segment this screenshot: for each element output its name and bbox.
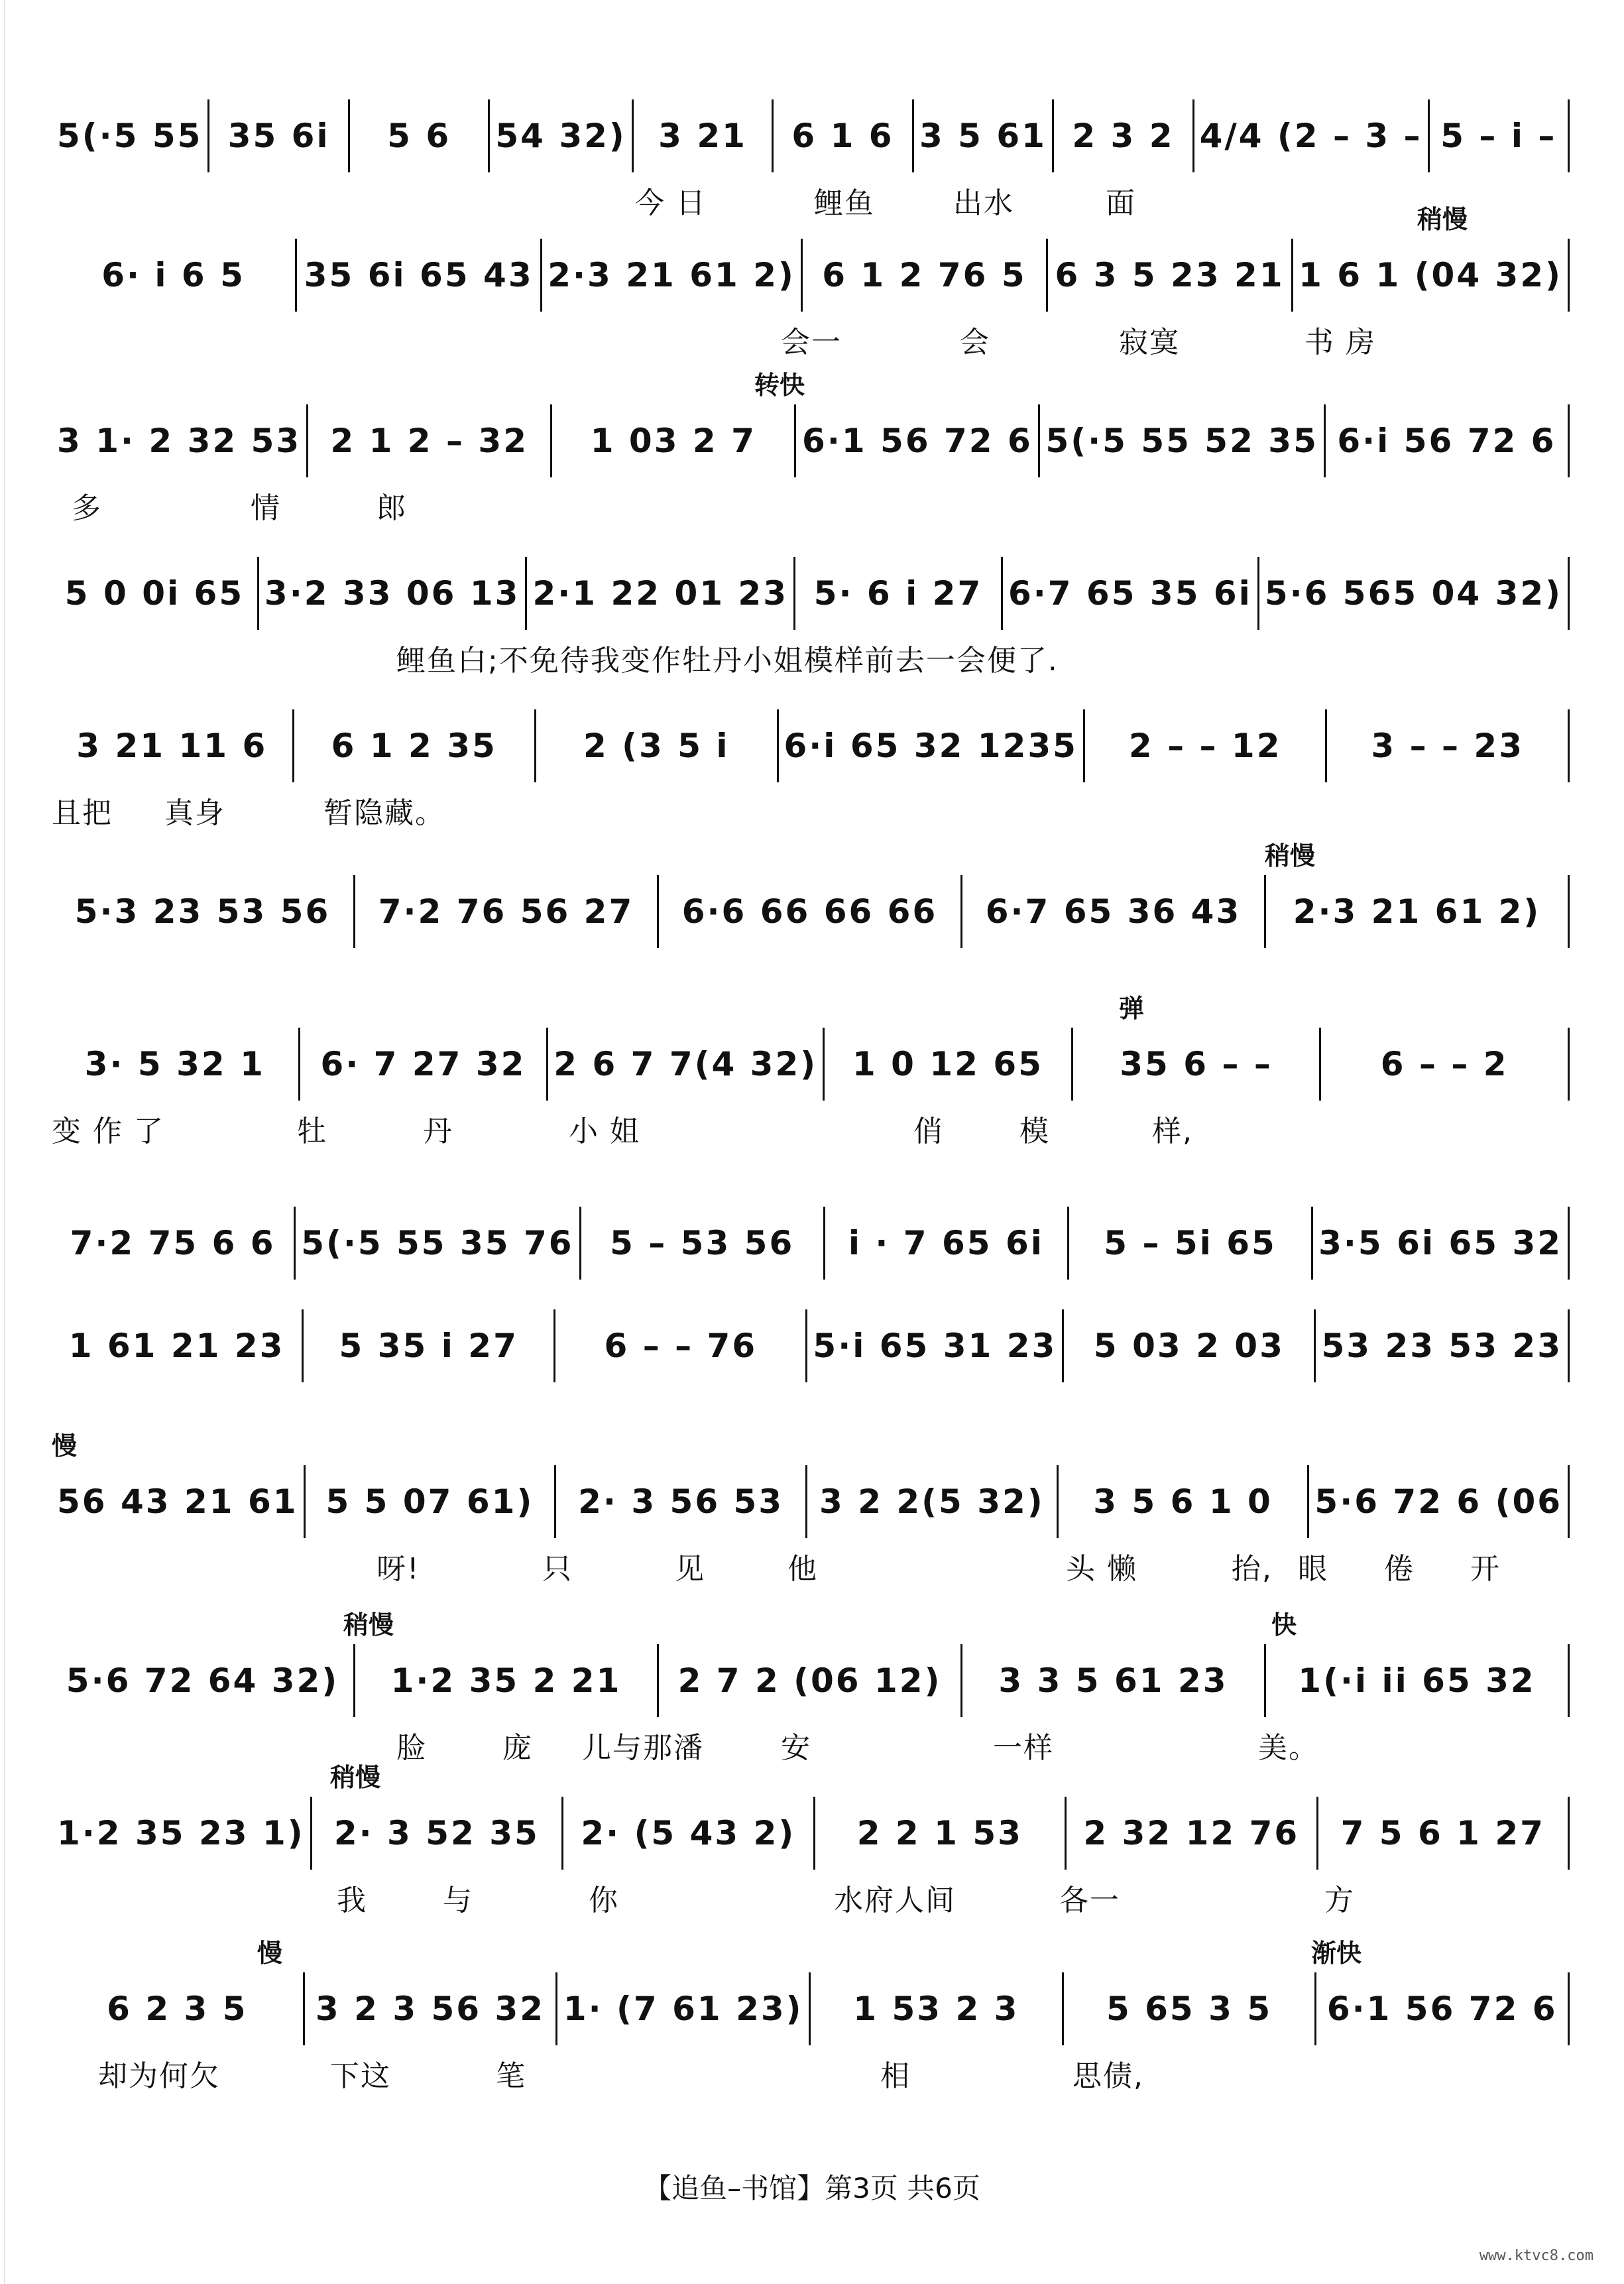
measure: 6 1 2 35 [294, 709, 537, 782]
lyric-text: 下这 [330, 2059, 391, 2093]
measure: 1(·i ii 65 32 [1266, 1644, 1570, 1717]
lyric-text: 多 [72, 491, 102, 525]
measure: 3 2 2(5 32) [807, 1465, 1059, 1538]
measure: 3 5 61 [914, 99, 1054, 172]
measure: 2·3 21 61 2) [542, 239, 803, 312]
measure: 5 – 5i 65 [1069, 1207, 1313, 1280]
lyric-text: 暂隐藏。 [323, 796, 445, 830]
measure: i · 7 65 6i [825, 1207, 1069, 1280]
lyrics-line [52, 1389, 1570, 1435]
measure: 6·7 65 36 43 [962, 875, 1266, 948]
measure: 2 7 2 (06 12) [659, 1644, 962, 1717]
measure: 3 3 5 61 23 [962, 1644, 1266, 1717]
measure: 5 35 i 27 [304, 1309, 555, 1382]
measure: 6 1 6 [774, 99, 913, 172]
notation-line [52, 239, 1570, 312]
measure: 2 1 2 – 32 [308, 404, 552, 477]
measure: 3·2 33 06 13 [259, 557, 528, 630]
lyric-text: 与 [443, 1884, 473, 1917]
notation-line [52, 1028, 1570, 1101]
measure: 6·1 56 72 6 [796, 404, 1040, 477]
measure: 1 03 2 7 [552, 404, 796, 477]
lyric-text: 各一 [1059, 1884, 1120, 1917]
measure: 6· i 6 5 [52, 239, 297, 312]
measure: 2 2 1 53 [815, 1797, 1067, 1870]
notation-line [52, 875, 1570, 948]
lyric-text: 牡 [297, 1114, 327, 1148]
measure: 7·2 75 6 6 [52, 1207, 296, 1280]
notation-line [52, 1972, 1570, 2045]
measure: 7·2 76 56 27 [355, 875, 659, 948]
measure: 35 6i [209, 99, 349, 172]
lyric-text: 郎 [377, 491, 407, 525]
lyrics-line [52, 789, 1570, 835]
measure: 6 2 3 5 [52, 1972, 305, 2045]
lyric-text: 会一 [781, 326, 842, 359]
measure: 2 3 2 [1054, 99, 1194, 172]
measure: 6·7 65 35 6i [1003, 557, 1259, 630]
lyric-text: 模 [1019, 1114, 1050, 1148]
measure: 6· 7 27 32 [300, 1028, 549, 1101]
notation-line [52, 1644, 1570, 1717]
lyric-text: 俏 [913, 1114, 944, 1148]
lyric-text: 头 懒 [1066, 1552, 1137, 1586]
lyrics-line [52, 636, 1570, 683]
measure: 6 – – 2 [1321, 1028, 1570, 1101]
lyric-text: 开 [1470, 1552, 1501, 1586]
measure: 6·1 56 72 6 [1316, 1972, 1570, 2045]
lyric-text: 丹 [423, 1114, 453, 1148]
measure: 2 32 12 76 [1067, 1797, 1318, 1870]
tempo-marking: 转快 [754, 371, 805, 400]
measure: 6·i 56 72 6 [1326, 404, 1570, 477]
measure: 5·3 23 53 56 [52, 875, 355, 948]
measure: 5· 6 i 27 [795, 557, 1003, 630]
tempo-marking: 快 [1271, 1610, 1297, 1640]
lyric-text: 且把 [52, 796, 113, 830]
lyric-text: 情 [251, 491, 281, 525]
lyric-text: 脸 [396, 1731, 427, 1765]
measure: 2 – – 12 [1085, 709, 1328, 782]
measure: 3 21 11 6 [52, 709, 294, 782]
measure: 5 – i – [1430, 99, 1570, 172]
notation-line [52, 99, 1570, 172]
measure: 1·2 35 2 21 [355, 1644, 659, 1717]
tempo-marking: 稍慢 [1417, 205, 1468, 234]
measure: 53 23 53 23 [1316, 1309, 1570, 1382]
measure: 5·6 565 04 32) [1259, 557, 1570, 630]
lyric-text: 见 [675, 1552, 705, 1586]
measure: 6 1 2 76 5 [803, 239, 1048, 312]
measure: 35 6 – – [1073, 1028, 1322, 1101]
lyric-text: 今 日 [635, 186, 707, 220]
measure: 56 43 21 61 [52, 1465, 306, 1538]
lyric-text: 方 [1324, 1884, 1355, 1917]
measure: 1· (7 61 23) [557, 1972, 811, 2045]
tempo-marking: 稍慢 [1265, 841, 1316, 871]
lyric-text: 却为何欠 [98, 2059, 220, 2093]
measure: 35 6i 65 43 [297, 239, 542, 312]
measure: 5(·5 55 52 35 [1040, 404, 1325, 477]
tempo-marking: 渐快 [1311, 1939, 1362, 1968]
tempo-marking: 弹 [1119, 994, 1145, 1023]
measure: 2·1 22 01 23 [527, 557, 795, 630]
lyric-text: 安 [781, 1731, 811, 1765]
lyric-text: 你 [589, 1884, 619, 1917]
lyric-text: 小 姐 [569, 1114, 640, 1148]
measure: 5 6 [350, 99, 490, 172]
measure: 3 5 6 1 0 [1059, 1465, 1310, 1538]
measure: 3 2 3 56 32 [305, 1972, 558, 2045]
lyrics-line [52, 484, 1570, 530]
lyric-text: 一样 [993, 1731, 1054, 1765]
measure: 1 53 2 3 [811, 1972, 1064, 2045]
lyric-text: 寂寞 [1119, 326, 1180, 359]
lyric-text: 倦 [1384, 1552, 1415, 1586]
lyric-text: 思债, [1073, 2059, 1144, 2093]
lyric-text: 变 作 了 [52, 1114, 164, 1148]
lyric-text: 书 房 [1305, 326, 1376, 359]
measure: 3· 5 32 1 [52, 1028, 300, 1101]
lyrics-line [52, 1545, 1570, 1591]
measure: 6 3 5 23 21 [1048, 239, 1293, 312]
measure: 5·6 72 6 (06 [1309, 1465, 1570, 1538]
measure: 6 – – 76 [555, 1309, 807, 1382]
lyric-text: 美。 [1258, 1731, 1319, 1765]
measure: 5 5 07 61) [306, 1465, 557, 1538]
lyric-text: 水府人间 [834, 1884, 956, 1917]
measure: 3 1· 2 32 53 [52, 404, 308, 477]
measure: 6·6 66 66 66 [659, 875, 962, 948]
lyrics-line [52, 1107, 1570, 1154]
measure: 1·2 35 23 1) [52, 1797, 312, 1870]
notation-line [52, 1465, 1570, 1538]
measure: 2 6 7 7(4 32) [548, 1028, 825, 1101]
tempo-marking: 慢 [257, 1939, 283, 1968]
watermark: www.ktvc8.com [1479, 2248, 1594, 2264]
measure: 5·6 72 64 32) [52, 1644, 355, 1717]
measure: 2· 3 52 35 [312, 1797, 563, 1870]
notation-line [52, 557, 1570, 630]
measure: 5(·5 55 [52, 99, 209, 172]
lyric-text: 面 [1106, 186, 1136, 220]
measure: 1 6 1 (04 32) [1293, 239, 1570, 312]
tempo-marking: 慢 [52, 1431, 78, 1461]
lyric-text: 他 [787, 1552, 818, 1586]
lyric-text: 呀! [377, 1552, 420, 1586]
lyric-text: 儿与那潘 [582, 1731, 704, 1765]
lyrics-line [52, 955, 1570, 1001]
lyrics-line [52, 179, 1570, 225]
notation-line [52, 1797, 1570, 1870]
lyric-text: 眼 [1298, 1552, 1328, 1586]
lyrics-line [52, 1724, 1570, 1770]
lyric-text: 鲤鱼 [814, 186, 875, 220]
lyric-text: 真身 [164, 796, 225, 830]
lyric-text: 鲤鱼白;不免待我变作牡丹小姐模样前去一会便了. [396, 644, 1059, 678]
measure: 1 0 12 65 [825, 1028, 1073, 1101]
lyric-text: 会 [960, 326, 990, 359]
lyric-text: 笔 [496, 2059, 526, 2093]
measure: 5 65 3 5 [1064, 1972, 1317, 2045]
measure: 6·i 65 32 1235 [779, 709, 1085, 782]
tempo-marking: 稍慢 [343, 1610, 394, 1640]
measure: 54 32) [490, 99, 633, 172]
lyric-text: 相 [880, 2059, 911, 2093]
measure: 3 – – 23 [1327, 709, 1570, 782]
measure: 3 21 [634, 99, 774, 172]
notation-line [52, 1207, 1570, 1280]
measure: 7 5 6 1 27 [1318, 1797, 1570, 1870]
measure: 5·i 65 31 23 [807, 1309, 1064, 1382]
tempo-marking: 稍慢 [330, 1763, 381, 1792]
lyrics-line [52, 2052, 1570, 2098]
measure: 5(·5 55 35 76 [296, 1207, 581, 1280]
lyric-text: 庞 [502, 1731, 533, 1765]
measure: 5 0 0i 65 [52, 557, 259, 630]
notation-line [52, 709, 1570, 782]
lyric-text: 只 [542, 1552, 573, 1586]
measure: 2·3 21 61 2) [1266, 875, 1570, 948]
measure: 2· 3 56 53 [556, 1465, 807, 1538]
lyrics-line [52, 1876, 1570, 1923]
lyric-text: 抬, [1232, 1552, 1273, 1586]
notation-line [52, 1309, 1570, 1382]
lyric-text: 我 [337, 1884, 367, 1917]
notation-line [52, 404, 1570, 477]
lyrics-line [52, 318, 1570, 365]
measure: 2· (5 43 2) [563, 1797, 815, 1870]
lyric-text: 样, [1152, 1114, 1193, 1148]
measure: 5 – 53 56 [581, 1207, 825, 1280]
page-edge-line [4, 0, 5, 2284]
measure: 1 61 21 23 [52, 1309, 304, 1382]
measure: 5 03 2 03 [1064, 1309, 1316, 1382]
measure: 4/4 (2 – 3 – [1194, 99, 1430, 172]
page-footer: 【追鱼–书馆】第3页 共6页 [644, 2172, 980, 2204]
lyric-text: 出水 [953, 186, 1014, 220]
measure: 3·5 6i 65 32 [1313, 1207, 1570, 1280]
measure: 2 (3 5 i [536, 709, 779, 782]
